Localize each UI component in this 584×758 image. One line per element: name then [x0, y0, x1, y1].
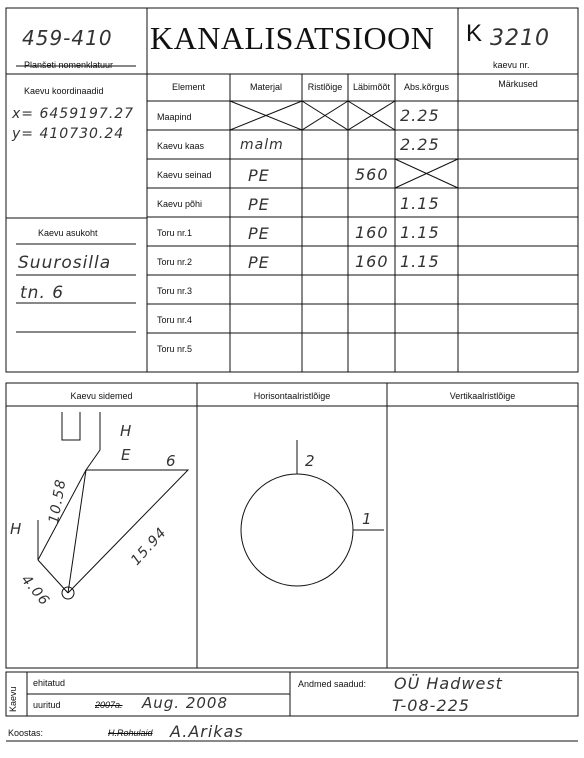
- coord-y: y= 410730.24: [12, 126, 125, 142]
- row-element: Maapind: [157, 112, 192, 122]
- col-notes: Märkused: [498, 79, 538, 89]
- panel-connections-title: Kaevu sidemed: [70, 391, 133, 401]
- col-abs: Abs.kõrgus: [403, 82, 450, 92]
- sketch-label-six: 6: [166, 452, 177, 470]
- data-source-line1: OÜ Hadwest: [394, 674, 503, 693]
- coords-title: Kaevu koordinaadid: [24, 86, 104, 96]
- pipe-label-2: 2: [305, 452, 316, 470]
- well-number: 3210: [490, 26, 550, 51]
- row-element: Kaevu seinad: [157, 170, 212, 180]
- row-abs: 2.25: [400, 135, 440, 154]
- well-prefix: K: [466, 20, 483, 47]
- row-element: Toru nr.2: [157, 257, 193, 267]
- row-material: malm: [240, 137, 284, 153]
- pipe-label-1: 1: [362, 510, 373, 528]
- row-material: PE: [248, 224, 270, 243]
- sketch-label-1058: 10.58: [46, 477, 70, 525]
- sheet-number-label: Planšeti nomenklatuur: [24, 60, 114, 70]
- well-number-label: kaevu nr.: [493, 60, 530, 70]
- row-element: Toru nr.4: [157, 315, 193, 325]
- data-source-line2: T-08-225: [392, 696, 470, 715]
- row-material: PE: [248, 253, 270, 272]
- row-abs: 1.15: [400, 194, 440, 213]
- sheet-number: 459-410: [22, 26, 113, 50]
- row-material: PE: [248, 166, 270, 185]
- row-abs: 1.15: [400, 223, 440, 242]
- panel-vertical-title: Vertikaalristlõige: [449, 391, 516, 401]
- row-element: Toru nr.3: [157, 286, 193, 296]
- location-line2: tn. 6: [20, 283, 65, 303]
- sketch-label-406: 4.06: [17, 572, 53, 610]
- composed-struck: H.Rohulaid: [108, 728, 153, 738]
- row-element: Kaevu kaas: [157, 141, 205, 151]
- data-source-label: Andmed saadud:: [298, 679, 367, 689]
- row-abs: 2.25: [400, 106, 440, 125]
- row-abs: 1.15: [400, 252, 440, 271]
- coord-x: x= 6459197.27: [12, 106, 135, 122]
- location-line1: Suurosilla: [18, 253, 112, 273]
- surveyed-label: uuritud: [33, 700, 61, 710]
- footer-side-label: Kaevu: [8, 686, 18, 712]
- col-diameter: Läbimõõt: [352, 82, 391, 92]
- col-element: Element: [171, 82, 206, 92]
- sketch-label-h-top: H: [120, 422, 133, 440]
- composed-value: A.Arikas: [170, 722, 244, 741]
- row-diameter: 160: [355, 223, 389, 242]
- row-element: Kaevu põhi: [157, 199, 203, 209]
- location-title: Kaevu asukoht: [38, 228, 98, 238]
- sketch-label-e: E: [121, 446, 132, 464]
- surveyed-struck: 2007a.: [95, 700, 123, 710]
- col-material: Materjal: [249, 82, 282, 92]
- built-label: ehitatud: [33, 678, 66, 688]
- row-material: PE: [248, 195, 270, 214]
- row-diameter: 160: [355, 252, 389, 271]
- col-cross: Ristlõige: [307, 82, 343, 92]
- sketch-label-h-left: H: [10, 520, 23, 538]
- row-element: Toru nr.5: [157, 344, 193, 354]
- form-title: KANALISATSIOON: [150, 20, 435, 56]
- composed-label: Koostas:: [8, 728, 44, 738]
- row-diameter: 560: [355, 165, 389, 184]
- row-element: Toru nr.1: [157, 228, 193, 238]
- panel-horizontal-title: Horisontaalristlõige: [253, 391, 331, 401]
- sketch-label-1594: 15.94: [128, 524, 171, 569]
- surveyed-value: Aug. 2008: [142, 694, 228, 712]
